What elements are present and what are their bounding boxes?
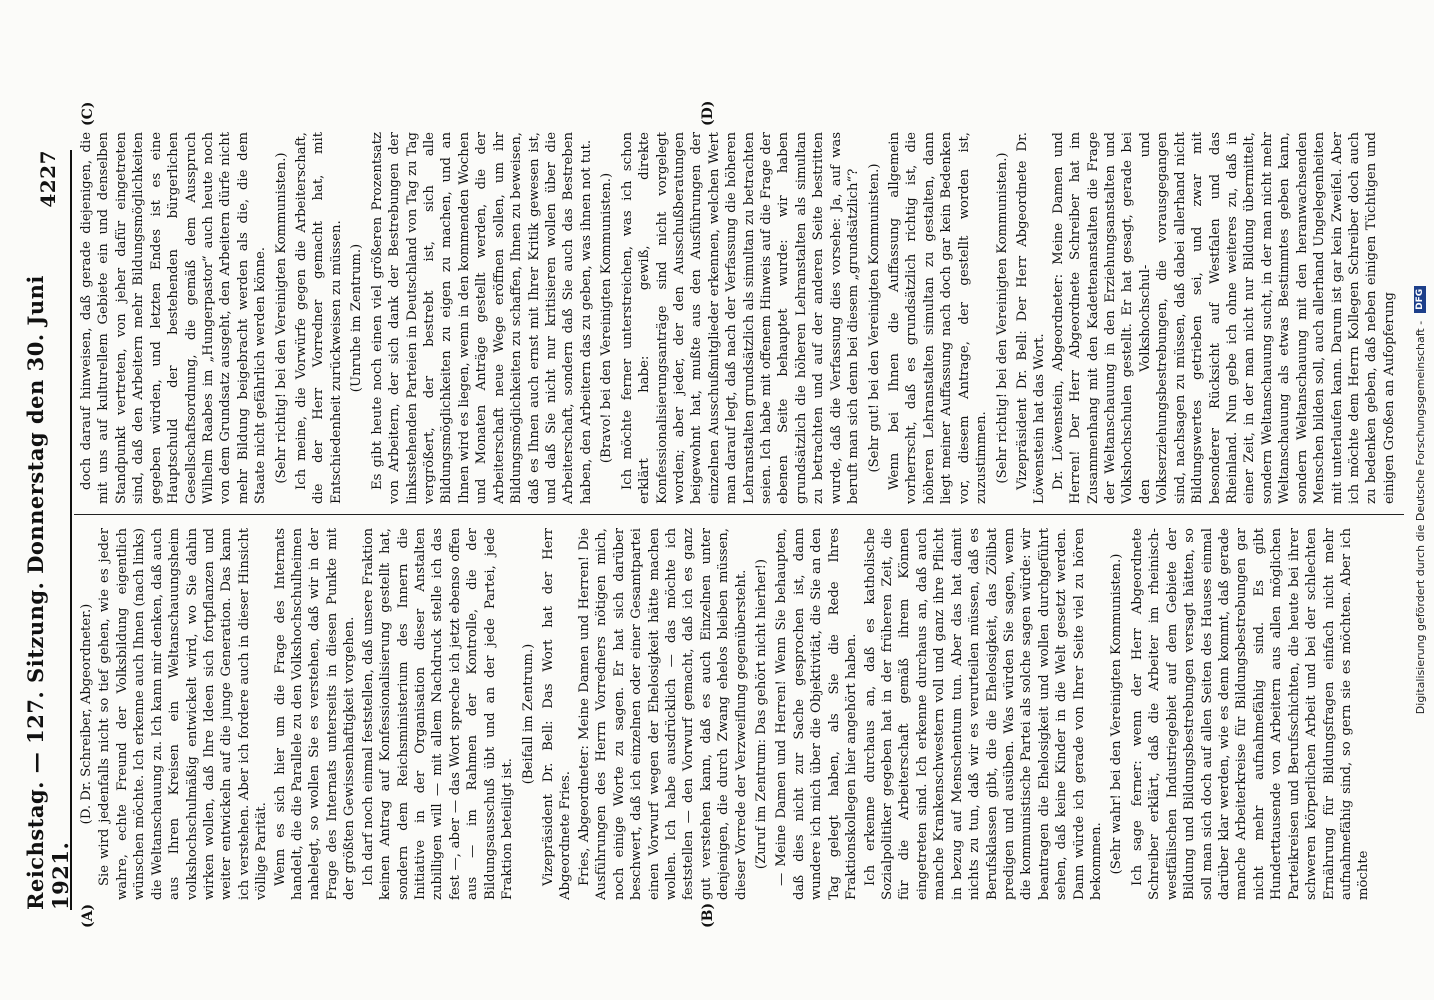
speaker-paragraph: Fries, Abgeordneter: Meine Damen und Herren! Die Ausführungen des Herrn Vorredners nötigen mich, noch einige Worte zu sagen. Er hat sich darüber beschwert, daß ich einzelnen oder einer Gesamtpartei einen Vorwurf wegen der Ehelosigkeit hätte machen wollen. Ich habe ausdrücklich — das möchte ich feststellen — den Vorwurf gemacht, daß ich es ganz gut verstehen kann, daß es auch Einzelnen unter denjenigen, die durch Zwang ehelos bleiben müssen, dieser Vorrede der Verzweiflung gegenübersteht. — [576, 528, 749, 900]
paragraph: Ich erkenne durchaus an, daß es katholische Sozialpolitiker gegeben hat in der früheren Zeit, die für die Arbeiterschaft gemäß ihrem Können eingetreten sind. Ich erkenne durchaus an, daß auch manche Krankenschwestern voll und ganz ihre Pflicht in bezug auf Menschentum tun. Aber das hat damit nichts zu tun, daß wir es verurteilen müssen, daß es Berufsklassen gibt, die die Ehelosigkeit, das Zölibat predigen und ausüben. Was würden Sie sagen, wenn die kommunistische Partei als solche sagen würde: wir beantragen die Ehelosigkeit und wollen durchgeführt sehen, daß keine Kinder in die Welt gesetzt werden. Dann würde ich gerade von Ihrer Seite viel zu hören bekommen. — [862, 528, 1105, 900]
page-header — [23, 150, 73, 910]
header-rule — [70, 150, 72, 910]
margin-marker-c: (C) — [80, 101, 96, 126]
paragraph: Ich meine, die Vorwürfe gegen die Arbeiterschaft, die der Herr Vorredner gemacht hat, mit Entschiedenheit zurückweisen zu müssen. — [294, 132, 344, 504]
paragraph: Ich sage ferner: wenn der Herr Abgeordnete Schreiber erklärt, daß die Arbeiter im rheinisch-westfälischen Industriegebiet auf dem Gebiete der Bildung und Bildungsbestrebungen versagt hätten, so soll man sich doch auf allen Seiten des Hauses einmal darüber klar werden, wie es denn kommt, daß gerade manche Arbeiterkreise für Bildungsbestrebungen gar nicht mehr aufnahmefähig sind. Es gibt Hunderttausende von Arbeitern aus allen möglichen Parteikreisen und Berufsschichten, die heute bei ihrer schweren körperlichen Arbeit und bei der schlechten Ernährung für Bildungsfragen einfach nicht mehr aufnahmefähig sind, so gern sie es möchten. Aber ich möchte — [1129, 528, 1372, 900]
interjection: (Sehr gut! bei den Vereinigten Kommunisten.) — [866, 163, 882, 473]
paragraph: — Meine Damen und Herren! Wenn Sie behaupten, daß dies nicht zur Sache gesprochen ist, dann wundere ich mich über die Objektivität, die Sie an den Tag gelegt haben, als Sie die Rede Ihres Fraktionskollegen hier angehört haben. — [774, 528, 860, 900]
digitization-footer — [1408, 0, 1432, 1000]
interjection: (Unruhe im Zentrum.) — [349, 243, 365, 393]
interjection: (Sehr wahr! bei den Vereinigten Kommunisten.) — [1109, 553, 1125, 875]
dfg-logo: DFG — [1414, 286, 1426, 313]
margin-marker-a: (A) — [80, 903, 96, 928]
right-column — [78, 132, 1403, 504]
paragraph: Sie wird jedenfalls nicht so tief gehen, wie es jeder wahre, echte Freund der Volksbildung eigentlich wünschen möchte. Ich erkenne auch Ihnen (nach links) die Weltanschauung zu. Ich kann mir denken, daß auch aus Ihren Kreisen ein Weltanschauungsheim volkshochschulmäßig entwickelt wird, wo Sie dahin wirken wollen, daß Ihre Ideen sich fortpflanzen und weiter entwickeln auf die junge Generation. Das kann ich verstehen. Aber ich fordere auch in dieser Hinsicht völlige Parität. — [97, 528, 270, 900]
interjection: (Sehr richtig! bei den Vereinigten Kommunisten.) — [994, 152, 1010, 484]
footer-text: Digitalisierung gefördert durch die Deutsche Forschungsgemeinschaft - — [1413, 320, 1427, 715]
paragraph: Es gibt heute noch einen viel größeren Prozentsatz von Arbeitern, der sich dank der Bestrebungen der linksstehenden Parteien in Deutschland von Tag zu Tag vergrößert, der bestrebt ist, sich alle Bildungsmöglichkeiten zu eigen zu machen, und an Ihnen wird es liegen, wenn in den kommenden Wochen und Monaten Anträge gestellt werden, die der Arbeiterschaft neue Wege eröffnen sollen, um ihr Bildungsmöglichkeiten zu schaffen, Ihnen zu beweisen, daß es Ihnen auch ernst mit Ihrer Kritik gewesen ist, und daß Sie nicht nur kritisieren wollen über die Arbeiterschaft, sondern daß Sie auch das Bestreben haben, den Arbeitern das zu geben, was ihnen not tut. — [369, 132, 594, 504]
interjection: (Sehr richtig! bei den Vereinigten Kommunisten.) — [273, 152, 289, 484]
paragraph: Ich möchte ferner unterstreichen, was ich schon erklärt habe: gewiß, direkte Konfessionalisierungsanträge sind nicht vorgelegt worden; aber jeder, der den Ausschußberatungen beigewohnt hat, mußte aus den Ausführungen der einzelnen Ausschußmitglieder erkennen, welchen Wert man darauf legt, daß nach der Verfassung die höheren Lehranstalten grundsätzlich als simultan zu betrachten seien. Ich habe mit offenem Hinweis auf die Frage der ebenen Seite behauptet wurde: wir haben grundsätzlich die höheren Lehranstalten als simultan zu betrachten und auf der anderen Seite bestritten wurde, daß die Verfassung dies vorsehe: Ja, auf was beruft man sich denn bei diesem „grundsätzlich“? — [619, 132, 862, 504]
interjection: (Beifall im Zentrum.) — [520, 643, 536, 785]
speaker-paragraph: Dr. Löwenstein, Abgeordneter: Meine Damen und Herren! Der Herr Abgeordnete Schreiber hat im Zusammenhang mit den Kadettenanstalten die Frage der Weltanschauung in den Erziehungsanstalten und Volkshochschulen gestellt. Er hat gesagt, gerade bei den Volkshochschul- und Volkserziehungsbestrebungen, die vorausgegangen sind, nachsagen zu müssen, daß dabei allerhand nicht Bildungswertes getrieben sei, und zwar mit besonderer Rücksicht auf Westfalen und das Rheinland. Nun gebe ich ohne weiteres zu, daß in einer Zeit, in der man nicht nur Bildung übermittelt, sondern Weltanschauung sucht, in der man nicht mehr Weltanschauung als etwas Bestimmtes geben kann, sondern Weltanschauung mit den heranwachsenden Menschen bilden soll, auch allerhand Ungelegenheiten mit unterlaufen kann. Darum ist gar kein Zweifel. Aber ich möchte dem Herrn Kollegen Schreiber doch auch zu bedenken geben, daß neben einigen Tüchtigen und einigen Großen an Aufopferung — [1050, 132, 1397, 504]
paragraph: (D. Dr. Schreiber, Abgeordneter.) — [79, 603, 94, 825]
header-title: Reichstag. — 127. Sitzung. Donnerstag den 30. Juni 1921. — [23, 275, 73, 910]
margin-marker-d: (D) — [700, 100, 716, 126]
paragraph: doch darauf hinweisen, daß gerade diejenigen, die mit uns auf kulturellem Gebiete ein und denselben Standpunkt vertreten, von jeher dafür eingetreten sind, daß den Arbeitern mehr Bildungsmöglichkeiten gegeben würden, und letzten Endes ist es eine Hauptschuld der bestehenden bürgerlichen Gesellschaftsordnung, die gemäß dem Ausspruch Wilhelm Raabes im „Hungerpastor“ auch heute noch von dem Grundsatz ausgeht, den Arbeitern dürfe nicht mehr Bildung beigebracht werden als die, die dem Staate nicht gefährlich werden könne. — [79, 132, 269, 504]
interjection: (Bravo! bei den Vereinigten Kommunisten.) — [599, 172, 615, 464]
speaker-paragraph: Vizepräsident Dr. Bell: Das Wort hat der Herr Abgeordnete Fries. — [540, 528, 574, 900]
margin-marker-b: (B) — [700, 902, 716, 928]
paragraph: Wenn bei Ihnen die Auffassung allgemein vorherrscht, daß es grundsätzlich richtig ist, die höheren Lehranstalten simultan zu gestalten, dann liegt meiner Auffassung nach doch gar kein Bedenken vor, diesem Antrage, der gestellt worden ist, zuzustimmen. — [886, 132, 990, 504]
interjection: (Zuruf im Zentrum: Das gehört nicht hierher!) — [754, 558, 770, 870]
paragraph: Ich darf noch einmal feststellen, daß unsere Fraktion keinen Antrag auf Konfessionalisierung gestellt hat, sondern dem Reichsministerium des Innern die Initiative in der Organisation dieser Anstalten zubilligen will — mit allem Nachdruck stelle ich das fest —, aber — das Wort spreche ich jetzt ebenso offen aus — im Rahmen der Kontrolle, die der Bildungsausschuß übt und an der jede Partei, jede Fraktion beteiligt ist. — [360, 528, 516, 900]
page-number: 4227 — [36, 150, 60, 208]
left-column — [78, 528, 1403, 900]
column-divider — [74, 514, 1404, 515]
speaker-paragraph: Vizepräsident Dr. Bell: Der Herr Abgeordnete Dr. Löwenstein hat das Wort. — [1014, 132, 1048, 504]
paragraph: Wenn es sich hier um die Frage des Internats handelt, die die Parallele zu den Volkshochschulheimen nahelegt, so wollen Sie es verstehen, daß wir in der Frage des Internats unterseits in diesen Punkte mit der größten Gewissenhaftigkeit vorgehen. — [272, 528, 358, 900]
